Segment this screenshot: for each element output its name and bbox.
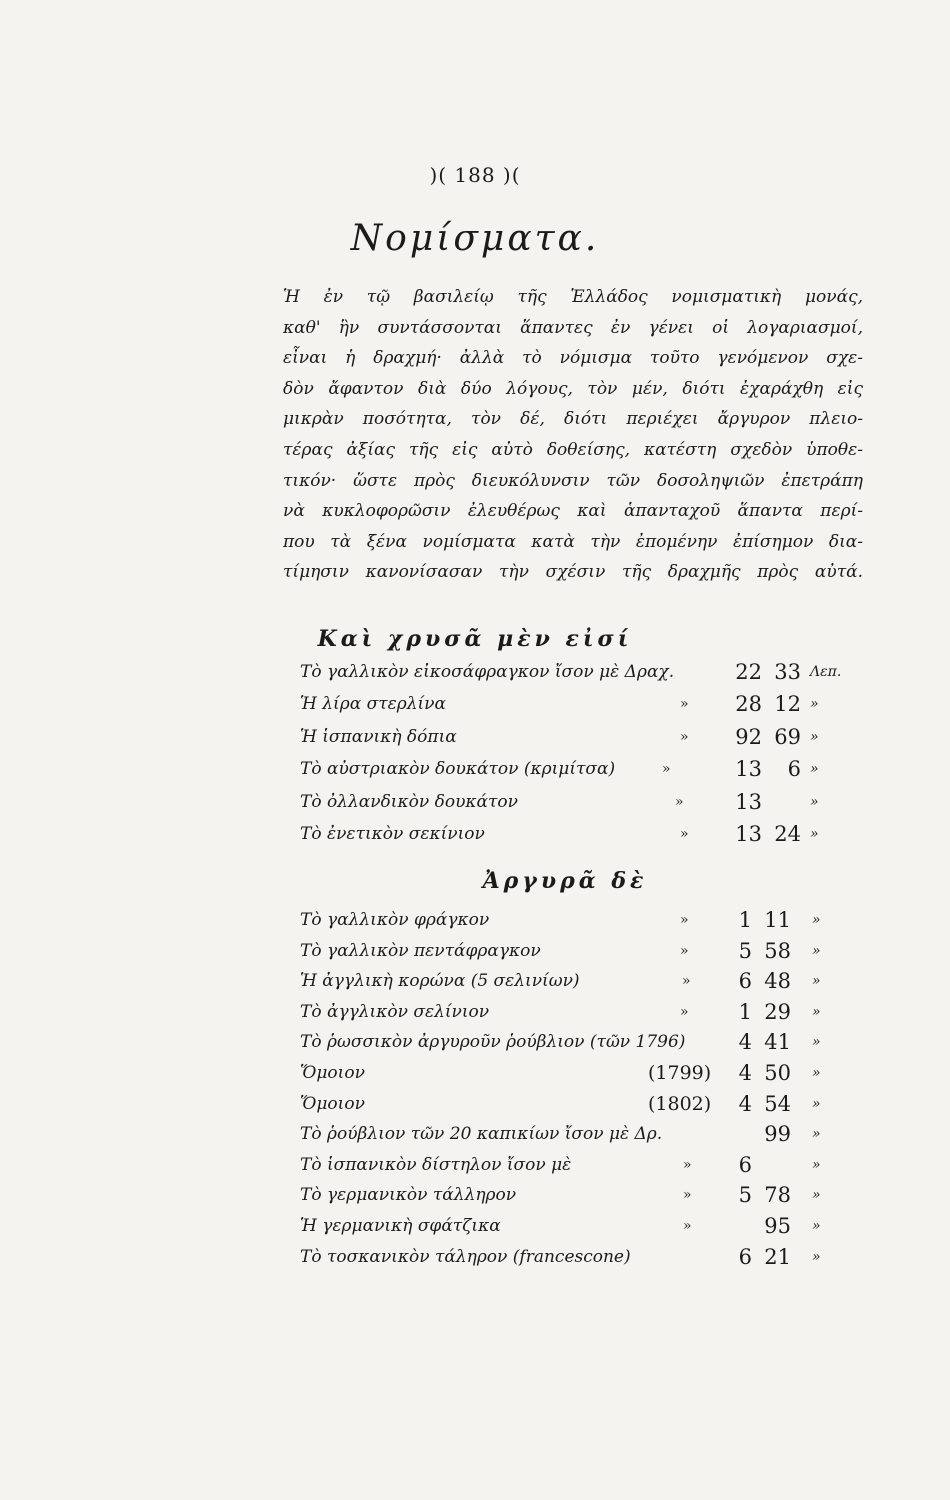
- table-row: [300, 721, 860, 753]
- table-row: [300, 1180, 860, 1211]
- coin-name: Ἡ γερμανικὴ σφάτζικα: [300, 1215, 501, 1236]
- unit-label: »: [810, 825, 819, 842]
- drachmas-value: 13: [735, 757, 762, 782]
- lepta-value: 69: [774, 724, 801, 749]
- drachmas-value: 4: [738, 1091, 752, 1116]
- paragraph-line: Ἡ ἐν τῷ βασιλείῳ τῆς Ἑλλάδος νομισματικὴ μονάς,: [283, 287, 863, 307]
- ditto-mark: »: [680, 825, 689, 842]
- paragraph-line: εἶναι ἡ δραχμή· ἀλλὰ τὸ νόμισμα τοῦτο γενόμενον σχε-: [283, 348, 863, 369]
- coin-name: Τὸ γαλλικὸν εἰκοσάφραγκον ἴσον μὲ Δραχ.: [300, 662, 675, 682]
- unit-label: »: [812, 1156, 821, 1173]
- drachmas-value: 13: [735, 789, 762, 814]
- drachmas-value: 1: [738, 908, 752, 932]
- drachmas-value: 4: [738, 1030, 752, 1055]
- ditto-mark: »: [680, 912, 689, 928]
- ditto-mark: »: [675, 793, 684, 810]
- table-row: [300, 753, 860, 785]
- page-number: )( 188 )(: [429, 163, 521, 187]
- ditto-mark: »: [662, 761, 671, 778]
- paragraph-line: δὸν ἄφαντον διὰ δύο λόγους, τὸν μέν, διότι ἐχαράχθη εἰς: [283, 378, 863, 399]
- table-row: [300, 966, 860, 997]
- table-row: [300, 936, 860, 967]
- gold-coins-heading: Καὶ χρυσᾶ μὲν εἰσί: [317, 626, 633, 652]
- drachmas-value: 6: [738, 1244, 752, 1269]
- unit-label: »: [812, 1248, 821, 1265]
- lepta-value: 95: [764, 1213, 791, 1238]
- ditto-mark: »: [680, 696, 689, 713]
- page-number-header: [0, 160, 950, 188]
- paragraph-line: που τὰ ξένα νομίσματα κατὰ τὴν ἐπομένην ἐπίσημον δια-: [283, 531, 863, 552]
- paragraph-line: τικόν· ὥστε πρὸς διευκόλυνσιν τῶν δοσοληψιῶν ἐπετράπη: [283, 470, 863, 491]
- ditto-mark: »: [683, 1187, 692, 1204]
- unit-label: »: [812, 1034, 821, 1051]
- unit-label: »: [812, 1064, 821, 1081]
- unit-label: »: [810, 728, 819, 745]
- unit-label: »: [810, 793, 819, 810]
- silver-coins-heading: Ἀργυρᾶ δὲ: [482, 868, 648, 894]
- table-row: [300, 656, 860, 688]
- ditto-mark: »: [680, 1003, 689, 1020]
- lepta-value: 21: [764, 1244, 791, 1269]
- table-row: [300, 786, 860, 818]
- drachmas-value: 6: [738, 969, 752, 994]
- lepta-value: 6: [787, 757, 801, 782]
- lepta-value: 11: [764, 908, 791, 932]
- drachmas-value: 92: [735, 724, 762, 749]
- unit-label: »: [812, 1187, 821, 1204]
- paragraph-line: μικρὰν ποσότητα, τὸν δέ, διότι περιέχει ἄργυρον πλειο-: [283, 409, 863, 430]
- coin-name: Τὸ ἱσπανικὸν δίστηλον ἴσον μὲ: [300, 1154, 572, 1175]
- coin-name: Τὸ γαλλικὸν πεντάφραγκον: [300, 940, 541, 961]
- drachmas-value: 28: [735, 692, 762, 717]
- lepta-value: 78: [764, 1183, 791, 1208]
- unit-label: »: [810, 761, 819, 778]
- lepta-value: 50: [764, 1060, 791, 1085]
- table-row: [300, 1150, 860, 1181]
- table-row: [300, 818, 860, 850]
- table-row: [300, 1211, 860, 1242]
- paragraph-line: καθ' ἣν συντάσσονται ἅπαντες ἐν γένει οἱ λογαριασμοί,: [283, 317, 863, 338]
- table-row: [300, 1027, 860, 1058]
- ditto-mark: »: [683, 1156, 692, 1173]
- table-row: [300, 688, 860, 720]
- table-row: [300, 905, 860, 936]
- year-label: (1802): [648, 1092, 712, 1115]
- ditto-mark: »: [680, 942, 689, 959]
- coin-name: Τὸ αὐστριακὸν δουκάτον (κριμίτσα): [300, 759, 616, 780]
- drachmas-value: 13: [735, 821, 762, 846]
- unit-label: »: [812, 912, 821, 928]
- ditto-mark: »: [683, 1217, 692, 1234]
- unit-label: »: [812, 1217, 821, 1234]
- coin-name: Τὸ γερμανικὸν τάλληρον: [300, 1185, 517, 1206]
- coin-name: Ἡ ἱσπανικὴ δόπια: [300, 726, 457, 747]
- coin-name: Ὅμοιον: [300, 1062, 365, 1083]
- drachmas-value: 4: [738, 1060, 752, 1085]
- lepta-value: 48: [764, 969, 791, 994]
- coin-name: Τὸ ῥωσσικὸν ἀργυροῦν ῥούβλιον (τῶν 1796): [300, 1032, 686, 1053]
- unit-label: »: [810, 696, 819, 713]
- lepta-value: 29: [764, 999, 791, 1024]
- intro-paragraph: [283, 282, 863, 588]
- lepta-value: 41: [764, 1030, 791, 1055]
- coin-name: Τὸ ἐνετικὸν σεκίνιον: [300, 823, 485, 844]
- lepta-value: 99: [764, 1122, 791, 1147]
- coin-name: Τὸ ἀγγλικὸν σελίνιον: [300, 1001, 490, 1022]
- coin-name: Τὸ τοσκανικὸν τάληρον (francescone): [300, 1246, 631, 1267]
- coin-name: Τὸ ὀλλανδικὸν δουκάτον: [300, 791, 519, 812]
- coin-name: Ὅμοιον: [300, 1093, 365, 1114]
- table-row: [300, 997, 860, 1028]
- drachmas-value: 5: [738, 938, 752, 963]
- drachmas-value: 22: [735, 660, 762, 684]
- unit-label: »: [812, 942, 821, 959]
- lepta-value: 12: [774, 692, 801, 717]
- ditto-mark: »: [680, 728, 689, 745]
- unit-label: »: [812, 1095, 821, 1112]
- drachmas-value: 5: [738, 1183, 752, 1208]
- coin-name: Ἡ ἀγγλικὴ κορώνα (5 σελινίων): [300, 971, 580, 992]
- table-row: [300, 1242, 860, 1273]
- drachmas-value: 1: [738, 999, 752, 1024]
- lepta-value: 54: [764, 1091, 791, 1116]
- coin-name: Τὸ ῥούβλιον τῶν 20 καπικίων ἴσον μὲ Δρ.: [300, 1124, 663, 1145]
- lepta-value: 24: [774, 821, 801, 846]
- coin-name: Τὸ γαλλικὸν φράγκον: [300, 910, 490, 930]
- ditto-mark: »: [682, 973, 691, 990]
- silver-coins-table: [300, 905, 860, 1272]
- table-row: [300, 1089, 860, 1120]
- lepta-value: 33: [774, 660, 801, 684]
- gold-coins-table: [300, 656, 860, 850]
- lepta-value: 58: [764, 938, 791, 963]
- table-row: [300, 1119, 860, 1150]
- unit-label: »: [812, 1003, 821, 1020]
- unit-label: Λεπ.: [810, 664, 842, 680]
- year-label: (1799): [648, 1061, 712, 1084]
- table-row: [300, 1058, 860, 1089]
- section-title: Νομίσματα.: [350, 218, 600, 259]
- drachmas-value: 6: [738, 1152, 752, 1177]
- paragraph-line: τίμησιν κανονίσασαν τὴν σχέσιν τῆς δραχμῆς πρὸς αὐτά.: [283, 562, 863, 583]
- unit-label: »: [812, 1126, 821, 1143]
- coin-name: Ἡ λίρα στερλίνα: [300, 694, 446, 715]
- paragraph-line: τέρας ἀξίας τῆς εἰς αὐτὸ δοθείσης, κατέστη σχεδὸν ὑποθε-: [283, 439, 863, 460]
- unit-label: »: [812, 973, 821, 990]
- paragraph-line: νὰ κυκλοφορῶσιν ἐλευθέρως καὶ ἁπανταχοῦ ἅπαντα περί-: [283, 501, 863, 522]
